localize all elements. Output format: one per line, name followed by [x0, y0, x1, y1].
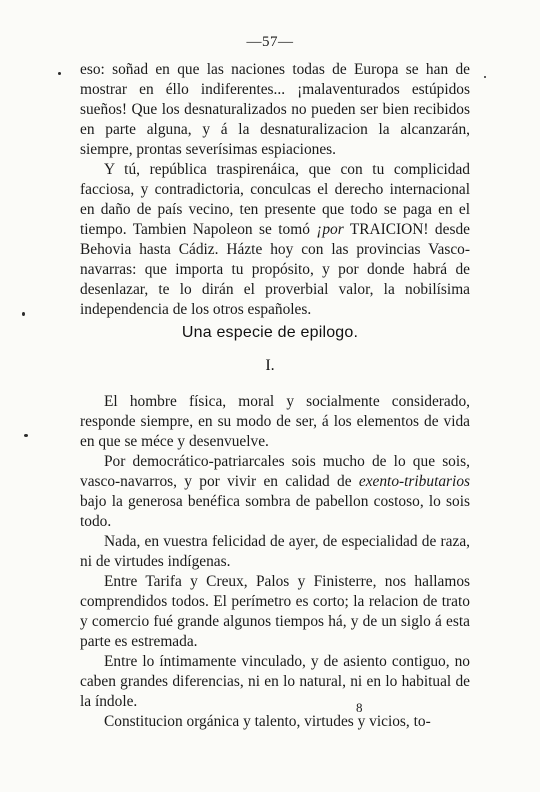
text-run: Entre lo íntimamente vinculado, y de asiento contiguo, no caben grandes diferencias, ni en lo natural, ni en lo habitual de la índole. [80, 653, 470, 710]
text-run: Y tú, república traspirenáica, que con tu complicidad facciosa, y contradictoria, conculcas el derecho internacional en daño de país vecino, ten presente que todo se paga en el tiempo. Tambien Napoleon se tomó [80, 161, 470, 238]
intro-paragraph-1 [80, 60, 470, 160]
intro-paragraph-2 [80, 160, 470, 320]
section-body [80, 392, 470, 732]
text-run: Constitucion orgánica y talento, virtudes y vicios, to- [104, 713, 431, 730]
body-paragraph-6 [80, 712, 470, 732]
section-numeral: I. [265, 357, 275, 374]
text-run: eso: soñad en que las naciones todas de Europa se han de mostrar en éllo indiferentes... ¡malaventurados estúpidos sueños! Que los desnaturalizados no pueden ser bien recibidos en parte alguna, y á la desnaturalizacion la alcanzarán, siempre, prontas severísimas espiaciones. [80, 61, 470, 158]
text-run: bajo la generosa benéfica sombra de pabellon costoso, lo sois todo. [80, 493, 470, 530]
page-number: —57— [246, 34, 294, 50]
ink-speck [58, 72, 61, 75]
text-run: TRAICION! desde Behovia hasta Cádiz. Házte hoy con las provincias Vasco-navarras: que importa tu propósito, y por donde habrá de desenlazar, te lo dirán el proverbial valor, la nobilísima independencia de los otros españoles. [80, 221, 470, 318]
body-paragraph-4 [80, 572, 470, 652]
printer-signature-mark: 8 [356, 700, 363, 715]
section-title: Una especie de epilogo. [181, 324, 359, 341]
text-run: El hombre física, moral y socialmente considerado, responde siempre, en su modo de ser, á los elementos de vida en que se méce y desenvuelve. [80, 393, 470, 450]
ink-speck [24, 434, 28, 437]
text-run: Por democrático-patriarcales sois mucho de lo que sois, vasco-navarros, y por vivir en calidad de [80, 453, 470, 490]
body-paragraph-3 [80, 532, 470, 572]
body-paragraph-2 [80, 452, 470, 532]
text-run: Nada, en vuestra felicidad de ayer, de especialidad de raza, ni de virtudes indígenas. [80, 533, 470, 570]
italic-run: ¡por [316, 221, 344, 238]
text-run: Entre Tarifa y Creux, Palos y Finisterre, nos hallamos comprendidos todos. El perímetro es corto; la relacion de trato y comercio fué grande algunos tiempos há, y de un siglo á esta parte es estremada. [80, 573, 470, 650]
body-paragraph-1 [80, 392, 470, 452]
ink-speck [22, 312, 25, 316]
body-paragraph-5 [80, 652, 470, 712]
italic-run: exento-tributarios [358, 473, 470, 490]
intro-text [80, 60, 470, 320]
ink-speck [484, 76, 486, 78]
